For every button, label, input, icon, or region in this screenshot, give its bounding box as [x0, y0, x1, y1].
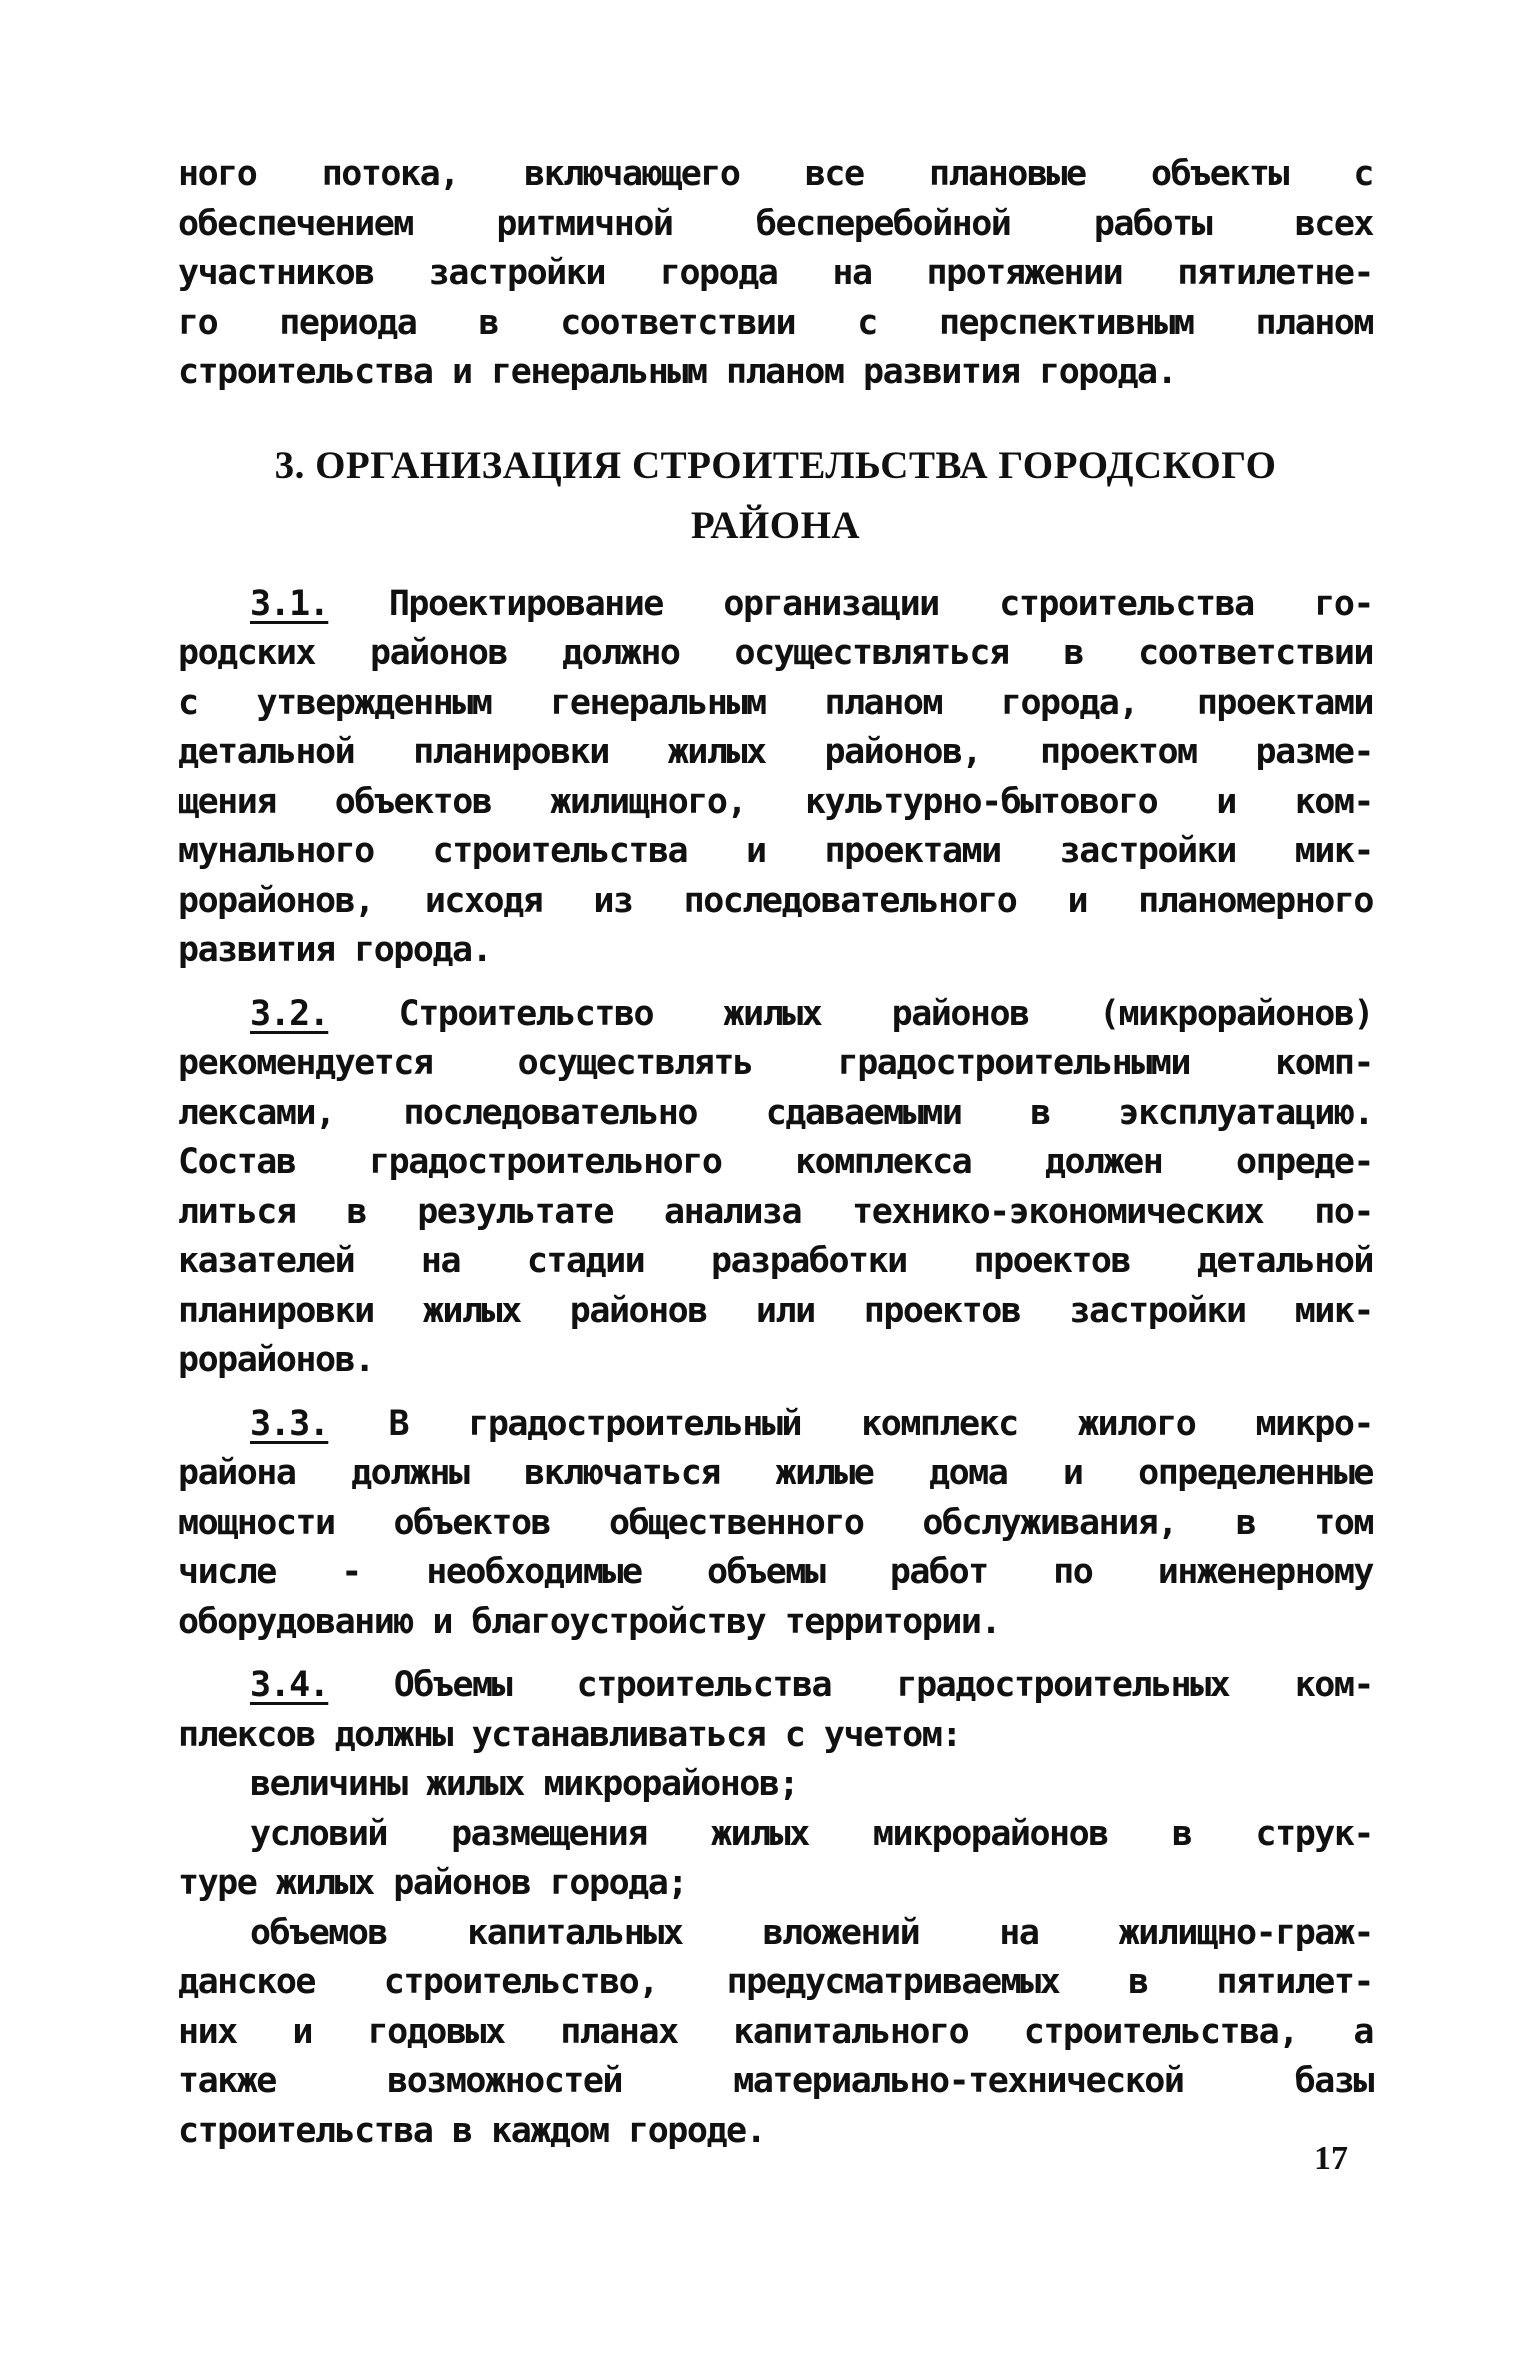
text-line: туре жилых районов города;	[178, 1863, 687, 1903]
spacer	[178, 1647, 1373, 1661]
text-line: участников застройки города на протяжении пятилетне-	[178, 253, 1373, 293]
clause-number: 3.3.	[250, 1403, 329, 1444]
text-line	[178, 1661, 1373, 1711]
text-line: ного потока, включающего все плановые объекты с	[178, 154, 1373, 194]
intro-paragraph	[178, 150, 1373, 398]
text-line: данское строительство, предусматриваемых в пятилет-	[178, 1962, 1373, 2002]
text-line: также возможностей материально-технической базы	[178, 2061, 1373, 2101]
text-line: рорайонов.	[178, 1340, 374, 1380]
section-title-line-1: 3. ОРГАНИЗАЦИЯ СТРОИТЕЛЬСТВА ГОРОДСКОГО	[274, 443, 1277, 487]
section-heading	[178, 436, 1373, 556]
text-line	[178, 580, 1373, 630]
text-line: строительства и генеральным планом развития города.	[178, 352, 1177, 392]
text-line: числе - необходимые объемы работ по инженерному	[178, 1552, 1373, 1592]
text-fragment: Объемы строительства градостроительных ком-	[328, 1665, 1373, 1705]
text-line	[178, 1400, 1373, 1450]
section-title-line-2: РАЙОНА	[690, 503, 861, 547]
spacer	[178, 1386, 1373, 1400]
text-line: с утвержденным генеральным планом города, проектами	[178, 682, 1373, 723]
text-line: рорайонов, исходя из последовательного и планомерного	[178, 880, 1373, 921]
document-page	[178, 150, 1373, 2156]
text-line: щения объектов жилищного, культурно-бытового и ком-	[178, 781, 1373, 822]
text-fragment: Строительство жилых районов (микрорайонов)	[328, 993, 1373, 1034]
text-line: рекомендуется осуществлять градостроительными комп-	[178, 1043, 1373, 1083]
spacer	[178, 976, 1373, 990]
list-item-3	[178, 1909, 1373, 2157]
text-line: го периода в соответствии с перспективным планом	[178, 302, 1373, 343]
page-number: 17	[1314, 2140, 1348, 2177]
text-line: лексами, последовательно сдаваемыми в эксплуатацию.	[178, 1092, 1373, 1133]
paragraph-3-3	[178, 1400, 1373, 1648]
list-item-2	[178, 1810, 1373, 1909]
clause-number: 3.4.	[250, 1665, 329, 1705]
text-line: родских районов должно осуществляться в соответствии	[178, 633, 1373, 673]
text-line: мощности объектов общественного обслуживания, в том	[178, 1502, 1373, 1543]
text-fragment: Проектирование организации строительства го-	[328, 583, 1373, 624]
paragraph-3-1	[178, 580, 1373, 976]
clause-number: 3.1.	[250, 583, 329, 624]
text-line: детальной планировки жилых районов, проектом разме-	[178, 732, 1373, 772]
text-line: развития города.	[178, 930, 492, 970]
text-line: оборудованию и благоустройству территории.	[178, 1601, 1001, 1642]
text-line: района должны включаться жилые дома и определенные	[178, 1453, 1373, 1493]
text-fragment: В градостроительный комплекс жилого микро-	[328, 1403, 1373, 1444]
text-line: казателей на стадии разработки проектов детальной	[178, 1241, 1373, 1281]
list-item-1	[178, 1760, 1373, 1810]
text-line: величины жилых микрорайонов;	[250, 1764, 799, 1804]
text-line: мунального строительства и проектами застройки мик-	[178, 831, 1373, 871]
clause-number: 3.2.	[250, 993, 329, 1034]
text-line: обеспечением ритмичной бесперебойной работы всех	[178, 203, 1373, 244]
text-line: строительства в каждом городе.	[178, 2110, 766, 2151]
text-line: них и годовых планах капитального строительства, а	[178, 2011, 1373, 2052]
text-line: объемов капитальных вложений на жилищно-граж-	[250, 1912, 1373, 1953]
paragraph-3-4	[178, 1661, 1373, 1760]
text-line: Состав градостроительного комплекса должен опреде-	[178, 1142, 1373, 1182]
text-line: литься в результате анализа технико-экономических по-	[178, 1191, 1373, 1232]
text-line: плексов должны устанавливаться с учетом:	[178, 1714, 961, 1755]
text-line: планировки жилых районов или проектов застройки мик-	[178, 1290, 1373, 1331]
text-line: условий размещения жилых микрорайонов в струк-	[250, 1813, 1373, 1854]
paragraph-3-2	[178, 990, 1373, 1386]
text-line	[178, 990, 1373, 1040]
